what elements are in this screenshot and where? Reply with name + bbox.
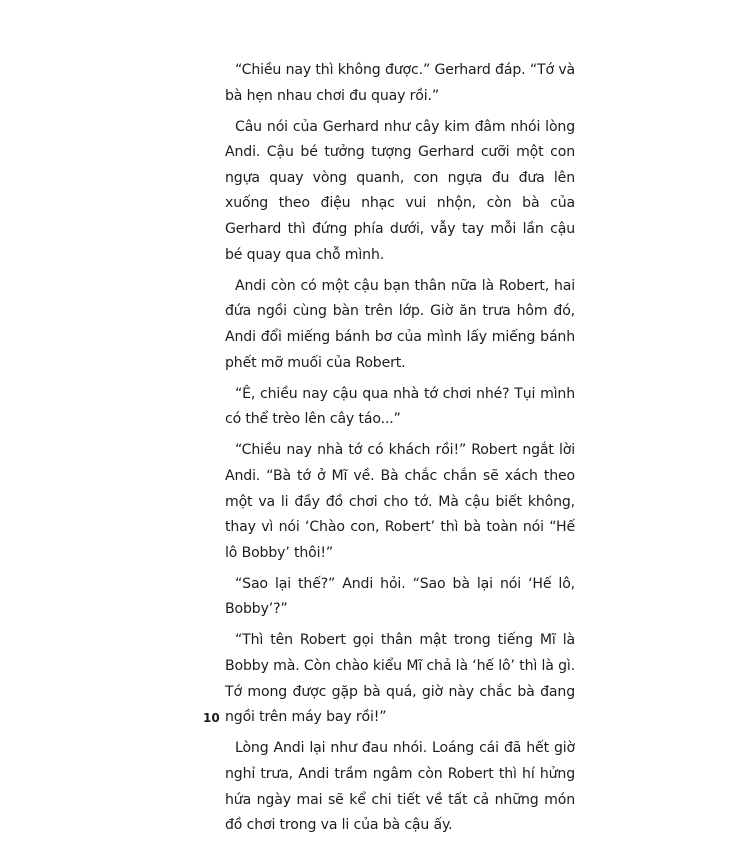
paragraph-4: “Ê, chiều nay cậu qua nhà tớ chơi nhé? Tụi mình có thể trèo lên cây táo...” [225, 385, 575, 428]
paragraph-1: “Chiều nay thì không được.” Gerhard đáp. “Tớ và bà hẹn nhau chơi đu quay rồi.” [225, 62, 575, 104]
paragraph-3: Andi còn có một cậu bạn thân nữa là Robert, hai đứa ngồi cùng bàn trên lớp. Giờ ăn trưa hôm đó, Andi đổi miếng bánh bơ của mình lấy miếng bánh phết mỡ muối của Robert. [225, 277, 575, 371]
paragraph-7: “Thì tên Robert gọi thân mật trong tiếng Mĩ là Bobby mà. Còn chào kiểu Mĩ chả là ‘hế lô’ thì là gì. Tớ mong được gặp bà quá, giờ này chắc bà đang ngồi trên máy bay rồi!” [225, 632, 575, 726]
paragraph-8: Lòng Andi lại như đau nhói. Loáng cái đã hết giờ nghỉ trưa, Andi trầm ngâm còn Robert thì hí hửng hứa ngày mai sẽ kể chi tiết về tất cả những món đồ chơi trong va li của bà cậu ấy. [225, 740, 575, 834]
paragraph-6: “Sao lại thế?” Andi hỏi. “Sao bà lại nói ‘Hế lô, Bobby’?” [225, 575, 575, 618]
paragraph-2: Câu nói của Gerhard như cây kim đâm nhói lòng Andi. Cậu bé tưởng tượng Gerhard cưỡi một con ngựa quay vòng quanh, con ngựa đu đưa lên xuống theo điệu nhạc vui nhộn, còn bà của Gerhard thì đứng phía dưới, vẫy tay mỗi lần cậu bé quay qua chỗ mình. [225, 118, 575, 263]
paragraph-5: “Chiều nay nhà tớ có khách rồi!” Robert ngắt lời Andi. “Bà tớ ở Mĩ về. Bà chắc chắn sẽ xách theo một va li đầy đồ chơi cho tớ. Mà cậu biết không, thay vì nói ‘Chào con, Robert’ thì bà toàn nói “Hế lô Bobby’ thôi!” [225, 442, 575, 561]
page-number: 10 [203, 711, 220, 725]
body-text [225, 58, 575, 844]
